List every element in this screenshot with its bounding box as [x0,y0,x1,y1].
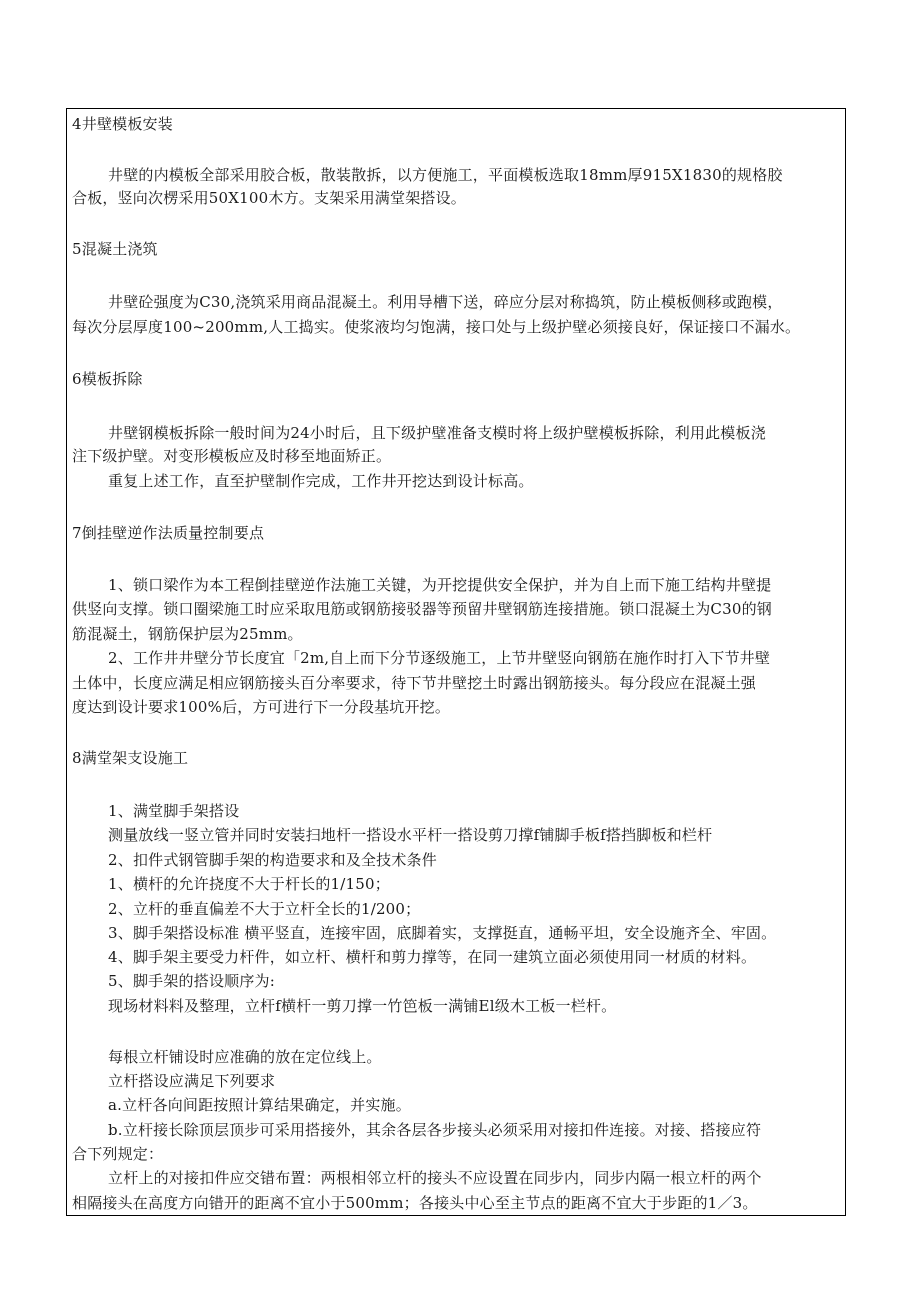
text-line: 井壁钢模板拆除一般时间为24小时后，且下级护壁准备支模时将上级护壁模板拆除，利用此模板浇 [108,424,766,442]
text-line: a.立杆各向间距按照计算结果确定，并实施。 [108,1096,411,1114]
text-line: 2、立杆的垂直偏差不大于立杆全长的1/200； [108,900,421,918]
section-heading-5: 5混凝土浇筑 [72,240,158,258]
text-line: 相隔接头在高度方向错开的距离不宜小于500mm；各接头中心至主节点的距离不宜大于步距的1／3。 [72,1194,758,1212]
text-line: 井壁的内模板全部采用胶合板，散装散拆，以方便施工，平面模板选取18mm厚915X1830的规格胶 [108,166,783,184]
text-line: 3、脚手架搭设标准 横平竖直，连接牢固，底脚着实，支撑挺直，通畅平坦，安全设施齐全、牢固。 [108,924,777,942]
text-line: 土体中，长度应满足相应钢筋接头百分率要求，待下节井壁挖土时露出钢筋接头。每分段应在混凝土强 [72,674,757,692]
text-line: 注下级护壁。对变形模板应及时移至地面矫正。 [72,447,392,465]
text-line: 1、满堂脚手架搭设 [108,802,240,820]
text-line: 测量放线一竖立管并同时安装扫地杆一搭设水平杆一搭设剪刀撑f铺脚手板f搭挡脚板和栏杆 [108,826,713,844]
text-line: 每次分层厚度100~200mm,人工捣实。使浆液均匀饱满，接口处与上级护壁必须接良好，保证接口不漏水。 [72,318,801,336]
text-line: 合板，竖向次楞采用50X100木方。支架采用满堂架搭设。 [72,189,466,207]
text-line: 现场材料料及整理，立杆f横杆一剪刀撑一竹笆板一满铺El级木工板一栏杆。 [108,997,617,1015]
text-line: 立杆上的对接扣件应交错布置：两根相邻立杆的接头不应设置在同步内，同步内隔一根立杆的两个 [108,1169,762,1187]
section-heading-7: 7倒挂壁逆作法质量控制要点 [72,524,265,542]
text-line: 4、脚手架主要受力杆件，如立杆、横杆和剪力撑等，在同一建筑立面必须使用同一材质的材料。 [108,948,757,966]
text-line: 2、工作井井壁分节长度宜「2m,自上而下分节逐级施工，上节井壁竖向钢筋在施作时打入下节井壁 [108,649,771,667]
section-heading-4: 4井壁模板安装 [72,115,173,133]
text-line: 度达到设计要求100%后，方可进行下一分段基坑开挖。 [72,698,451,716]
section-heading-8: 8满堂架支设施工 [72,749,189,767]
text-line: 合下列规定： [72,1145,164,1163]
text-line: 立杆搭设应满足下列要求 [108,1072,276,1090]
text-line: 1、横杆的允许挠度不大于杆长的1/150； [108,875,390,893]
text-line: 2、扣件式钢管脚手架的构造要求和及全技术条件 [108,851,437,869]
text-line: 供竖向支撑。锁口圈梁施工时应采取甩筋或钢筋接驳器等预留井壁钢筋连接措施。锁口混凝土为C30的钢 [72,600,772,618]
text-line: 每根立杆铺设时应准确的放在定位线上。 [108,1048,382,1066]
text-line: 井壁砼强度为C30,浇筑采用商品混凝土。利用导槽下送，碎应分层对称捣筑，防止模板侧移或跑模， [108,293,783,311]
section-heading-6: 6模板拆除 [72,370,143,388]
text-line: 1、锁口梁作为本工程倒挂壁逆作法施工关键，为开挖提供安全保护，并为自上而下施工结构井壁提 [108,576,772,594]
text-line: 5、脚手架的搭设顺序为: [108,972,275,990]
text-line: 筋混凝土，钢筋保护层为25mm。 [72,625,303,643]
text-line: 重复上述工作，直至护壁制作完成，工作井开挖达到设计标高。 [108,472,534,490]
text-line: b.立杆接长除顶层顶步可采用搭接外，其余各层各步接头必须采用对接扣件连接。对接、搭接应符 [108,1121,762,1139]
